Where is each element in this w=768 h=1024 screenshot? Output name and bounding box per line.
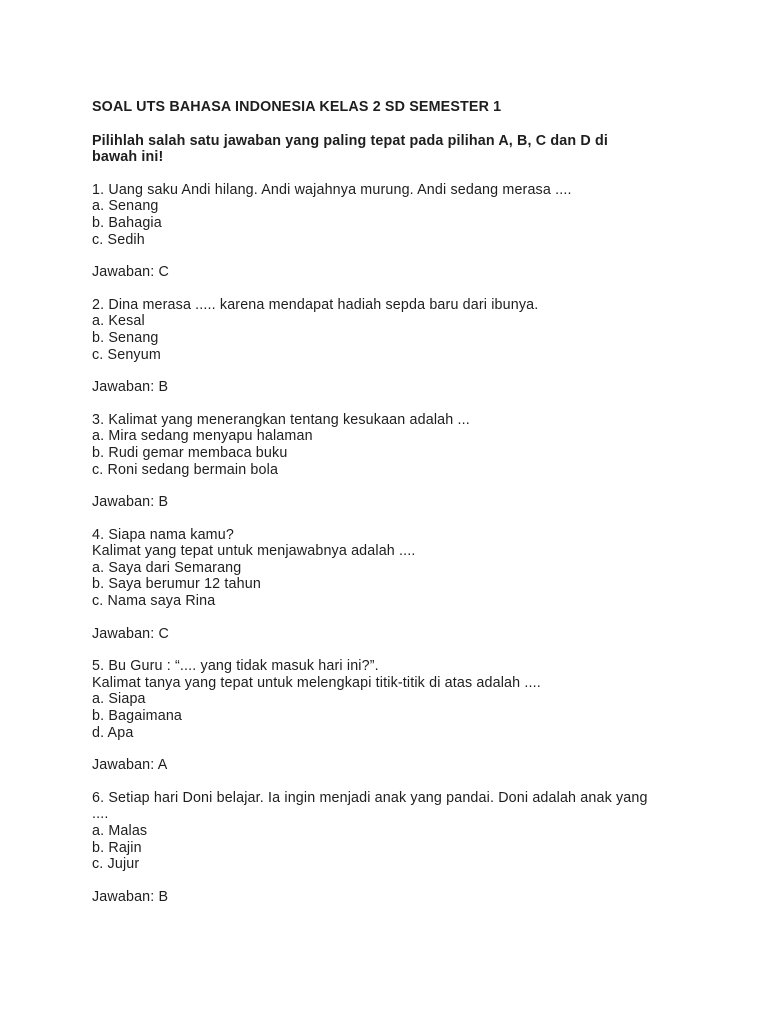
option-b: b. Saya berumur 12 tahun [92,576,261,593]
answer-6: Jawaban: B [92,888,169,905]
document-page [92,99,652,921]
question-4 [92,527,652,610]
question-text: 4. Siapa nama kamu? [92,526,234,543]
option-b: b. Senang [92,329,159,346]
option-c: c. Roni sedang bermain bola [92,461,279,478]
question-2 [92,297,652,363]
question-text: 2. Dina merasa ..... karena mendapat hadiah sepda baru dari ibunya. [92,296,539,313]
option-c: c. Nama saya Rina [92,593,216,610]
answer-1: Jawaban: C [92,264,169,281]
option-a: a. Malas [92,823,148,839]
option-b: b. Rajin [92,839,142,856]
document-title: SOAL UTS BAHASA INDONESIA KELAS 2 SD SEMESTER 1 [92,99,502,115]
question-text: 3. Kalimat yang menerangkan tentang kesukaan adalah ... [92,411,470,428]
question-6 [92,790,652,873]
option-c: c. Sedih [92,231,145,248]
question-text: 6. Setiap hari Doni belajar. Ia ingin menjadi anak yang pandai. Doni adalah anak yang .... [92,789,648,823]
option-b: b. Rudi gemar membaca buku [92,444,288,461]
question-prompt: Kalimat yang tepat untuk menjawabnya adalah .... [92,543,416,560]
answer-4: Jawaban: C [92,625,169,642]
answer-2: Jawaban: B [92,379,169,396]
option-a: a. Siapa [92,691,146,708]
option-a: a. Mira sedang menyapu halaman [92,428,313,445]
option-b: b. Bagaimana [92,708,183,725]
option-c: c. Senyum [92,346,161,363]
question-3 [92,412,652,478]
option-a: a. Senang [92,198,159,215]
option-a: a. Saya dari Semarang [92,559,242,576]
option-b: b. Bahagia [92,214,162,231]
option-a: a. Kesal [92,313,145,330]
question-text: 1. Uang saku Andi hilang. Andi wajahnya murung. Andi sedang merasa .... [92,181,572,198]
question-1 [92,182,652,248]
question-5 [92,658,652,741]
answer-5: Jawaban: A [92,757,168,774]
option-c: c. Jujur [92,856,140,873]
question-text: 5. Bu Guru : “.... yang tidak masuk hari ini?”. [92,658,379,675]
instruction-text: Pilihlah salah satu jawaban yang paling tepat pada pilihan A, B, C dan D di bawah ini! [92,132,608,166]
answer-3: Jawaban: B [92,494,169,511]
option-d: d. Apa [92,724,134,741]
question-prompt: Kalimat tanya yang tepat untuk melengkapi titik-titik di atas adalah .... [92,674,541,691]
